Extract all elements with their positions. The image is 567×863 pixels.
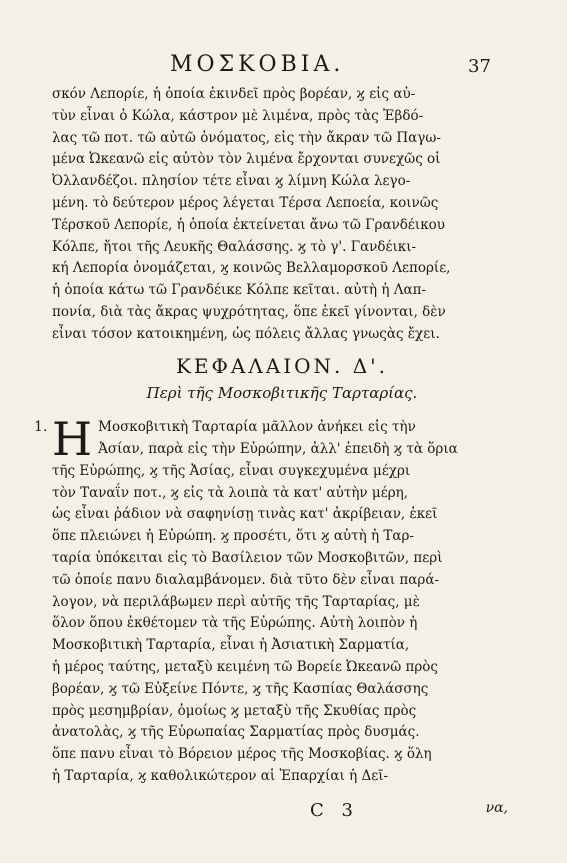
body-text: [34, 84, 512, 788]
text-line: πρὸς μεσημβρίαν, ὁμοίως ϗ μεταξὺ τῆς Σκυθίας πρὸς: [52, 702, 417, 719]
text-line: ἡ Ταρταρία, ϗ καθολικώτερον αἱ Ἐπαρχίαι ἡ Δεῖ-: [52, 767, 389, 784]
drop-cap: Η: [52, 412, 93, 467]
chapter-heading: ΚΕΦΑΛΑΙΟΝ. Δ'.: [175, 353, 389, 378]
text-line: τὸν Ταναΐν ποτ., ϗ εἰς τὰ λοιπὰ τὰ κατ' αὐτὴν μέρη,: [52, 484, 409, 501]
text-line: ὅλον ὅπου ἐκθέτομεν τὰ τῆς Εὐρώπης. Αὐτὴ λοιπὸν ἡ: [52, 615, 418, 632]
text-line: ὅπε πλειώνει ἡ Εὐρώπη. ϗ προσέτι, ὅτι ϗ αὐτὴ ἡ Ταρ-: [52, 528, 414, 545]
text-line: λογον, νὰ περιλάβωμεν περὶ αὐτῆς τῆς Ταρταρίας, μὲ: [52, 593, 420, 610]
text-line: μένα Ὠκεανῶ εἰς αὐτὸν τὸν λιμένα ἔρχονται συνεχῶς οἱ: [52, 151, 441, 168]
text-line: βορέαν, ϗ τῶ Εὐξείνε Πόντε, ϗ τῆς Κασπίας Θαλάσσης: [52, 680, 429, 697]
text-line: τῶ ὁποίε πανυ διαλαμβάνομεν. διὰ τῦτο δὲν εἶναι παρά-: [52, 571, 440, 588]
paragraph-top: [52, 84, 512, 346]
text-line: Κόλπε, ἤτοι τῆς Λευκῆς Θαλάσσης. ϗ τὸ γ'. Γανδέικι-: [52, 238, 417, 255]
text-line: Τέρσκοῦ Λεπορίε, ἡ ὁποία ἐκτείνεται ἄνω τῶ Γρανδέικου: [52, 216, 445, 233]
text-line: ἡ μέρος ταύτης, μεταξὺ κειμένη τῶ Βορείε Ὠκεανῶ πρὸς: [52, 658, 438, 675]
text-line: πονία, διὰ τὰς ἄκρας ψυχρότητας, ὅπε ἐκεῖ γίνονται, δὲν: [52, 303, 446, 320]
text-line: κή Λεπορία ὀνομάζεται, ϗ κοινῶς Βελλαμορσκοῦ Λεπορίε,: [52, 260, 451, 277]
text-line: Ὀλλανδέζοι. πλησίον τέτε εἶναι ϗ λίμνη Κώλα λεγο-: [52, 173, 411, 190]
text-line: μένη. τὸ δεύτερον μέρος λέγεται Τέρσα Λεποεία, κοινῶς: [52, 194, 439, 211]
text-line: τῆς Εὐρώπης, ϗ τῆς Ἀσίας, εἶναι συγκεχυμένα μέχρι: [52, 462, 411, 479]
page-footer: [52, 800, 512, 830]
running-title: ΜΟΣΚΟΒΙΑ.: [170, 52, 345, 77]
catchword: να,: [485, 800, 508, 816]
signature-mark: C 3: [310, 800, 359, 821]
text-line: λας τῶ ποτ. τῶ αὐτῶ ὀνόματος, εἰς τὴν ἄκραν τῶ Παγω-: [52, 129, 441, 146]
text-line: ὅπε πανυ εἶναι τὸ Βόρειον μέρος τῆς Μοσκοβίας. ϗ ὅλη: [52, 746, 432, 763]
text-line: ἀνατολὰς, ϗ τῆς Εὐρωπαίας Σαρματίας πρὸς δυσμάς.: [52, 724, 420, 741]
text-line: ταρία ὑπόκειται εἰς τὸ Βασίλειον τῶν Μοσκοβιτῶν, περὶ: [52, 549, 443, 566]
page-header: [0, 44, 567, 84]
chapter-subtitle: Περὶ τῆς Μοσκοβιτικῆς Ταρταρίας.: [146, 384, 418, 403]
paragraph-main: [34, 412, 512, 788]
section-number: 1.: [34, 419, 48, 436]
text-line-first: Μοσκοβιτικὴ Ταρταρία μᾶλλον ἀνήκει εἰς τὴν: [98, 419, 416, 436]
text-line: Ἀσίαν, παρὰ εἰς τὴν Εὐρώπην, ἀλλ' ἐπειδὴ ϗ τὰ ὅρια: [98, 440, 458, 457]
page-number: 37: [468, 56, 491, 77]
text-line: ἡ ὁποία κάτω τῶ Γρανδέικε Κόλπε κεῖται. αὐτὴ ἡ Λαπ-: [52, 282, 427, 299]
text-line: ὡς εἶναι ῥάδιον νὰ σαφηνίσῃ τινὰς κατ' ἀκρίβειαν, ἐκεῖ: [52, 506, 438, 523]
text-line: τὺν εἶναι ὁ Κώλα, κάστρον μὲ λιμένα, πρὸς τὰς Ἐβδό-: [52, 107, 424, 124]
text-line: εἶναι τόσον κατοικημένη, ὡς πόλεις ἄλλας γνωςὰς ἔχει.: [52, 325, 440, 342]
text-line: σκόν Λεπορίε, ἡ ὁποία ἐκινδεῖ πρὸς βορέαν, ϗ εἰς αὐ-: [52, 86, 416, 102]
text-line: Μοσκοβιτικὴ Ταρταρία, εἶναι ἡ Ἀσιατικὴ Σαρματία,: [52, 637, 410, 654]
